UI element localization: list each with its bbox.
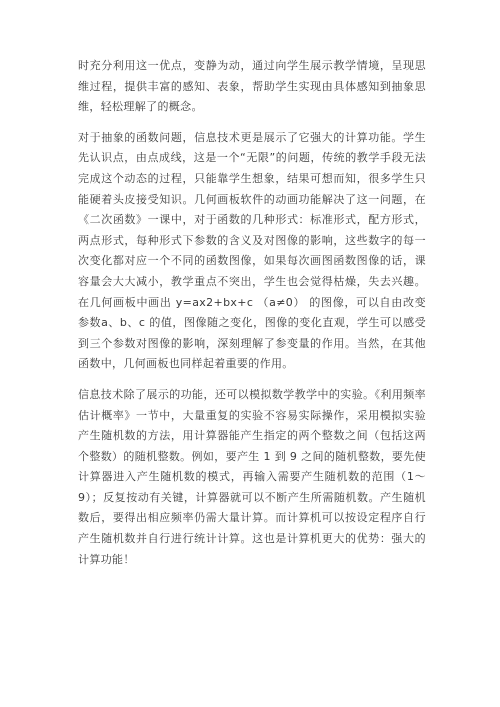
- paragraph-intro-continuation: 时充分利用这一优点，变静为动，通过向学生展示教学情境，呈现思维过程，提供丰富的感知、表象，帮助学生实现由具体感知到抽象思维，轻松理解了的概念。: [78, 59, 426, 114]
- paragraph-function-problems: 对于抽象的函数问题，信息技术更是展示了它强大的计算功能。学生先认识点，由点成线，这是一个“无限”的问题，传统的教学手段无法完成这个动态的过程，只能靠学生想象，结果可想而知，很多学生只能硬着头皮接受知识。几何画板软件的动画功能解决了这一问题，在《二次函数》一课中，对于函数的几种形式：标准形式，配方形式，两点形式，每种形式下参数的含义及对图像的影响，这些数字的每一次变化都对应一个不同的函数图像，如果每次画图函数图像的话，课容量会大大减小，教学重点不突出，学生也会觉得枯燥，失去兴趣。在几何画板中画出 y=ax2+bx+c （a≠0） 的图像，可以自由改变参数a、b、c 的值，图像随之变化，图像的变化直观，学生可以感受到三个参数对图像的影响，深刻理解了参变量的作用。当然，在其他函数中，几何画板也同样起着重要的作用。: [78, 130, 426, 371]
- document-body: [78, 56, 426, 570]
- paragraph-simulation-experiments: 信息技术除了展示的功能，还可以模拟数学教学中的实验。《利用频率估计概率》一节中，大量重复的实验不容易实际操作，采用模拟实验产生随机数的方法，用计算器能产生指定的两个整数之间（包括这两个整数）的随机整数。例如，要产生 1 到 9 之间的随机整数，要先使计算器进入产生随机数的模式，再输入需要产生随机数的范围（1～9）；反复按动有关键，计算器就可以不断产生所需随机数。产生随机数后，要得出相应频率仍需大量计算。而计算机可以按设定程序自行产生随机数并自行进行统计计算。这也是计算机更大的优势：强大的计算功能！: [78, 387, 426, 566]
